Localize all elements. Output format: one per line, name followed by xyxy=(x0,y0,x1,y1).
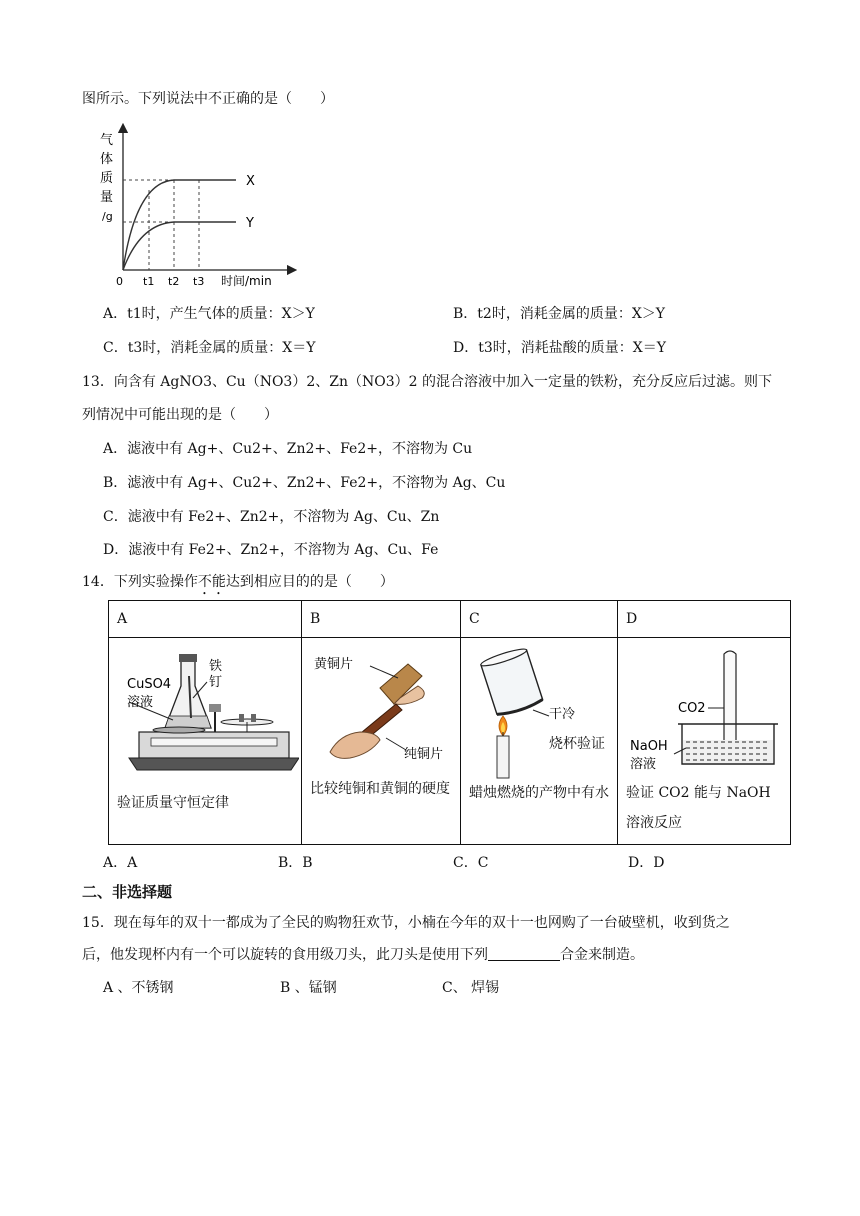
cell-a xyxy=(109,638,302,845)
q15-option-a: A 、不锈钢 xyxy=(103,980,174,996)
q13-stem-line2: 列情况中可能出现的是（ ） xyxy=(82,407,278,423)
label-cuso4: CuSO4 xyxy=(127,677,172,692)
label-naoh: NaOH xyxy=(630,739,668,754)
caption-d: 验证 CO2 能与 NaOH 溶液反应 xyxy=(626,785,771,831)
label-solution: 溶液 xyxy=(127,695,154,710)
q13-option-d: D．滤液中有 Fe2+、Zn2+，不溶物为 Ag、Cu、Fe xyxy=(103,542,439,558)
curve-y xyxy=(123,222,236,270)
q14-option-c: C．C xyxy=(453,855,489,871)
q13-option-c: C．滤液中有 Fe2+、Zn2+，不溶物为 Ag、Cu、Zn xyxy=(103,509,440,525)
label-pure-copper: 纯铜片 xyxy=(404,747,444,762)
origin-label: 0 xyxy=(116,275,123,288)
q14-option-d: D．D xyxy=(628,855,665,871)
q14-experiment-table xyxy=(108,600,791,845)
q12-option-d: D．t3时，消耗盐酸的质量：X＝Y xyxy=(453,340,666,356)
q13-option-b: B．滤液中有 Ag+、Cu2+、Zn2+、Fe2+，不溶物为 Ag、Cu xyxy=(103,475,506,491)
caption-a: 验证质量守恒定律 xyxy=(117,795,229,811)
curve-y-label: Y xyxy=(246,216,254,231)
label-dry-cold: 干冷 xyxy=(549,707,576,722)
caption-b: 比较纯铜和黄铜的硬度 xyxy=(310,781,450,797)
header-c: C xyxy=(461,601,618,638)
ylabel-char: 气 xyxy=(100,133,114,148)
q12-gas-mass-graph xyxy=(96,122,306,290)
q15-stem-line2: 后，他发现杯内有一个可以旋转的食用级刀头，此刀头是使用下列 合金来制造。 xyxy=(82,947,644,963)
q12-option-a: A．t1时，产生气体的质量：X＞Y xyxy=(103,306,315,322)
q12-option-c: C．t3时，消耗金属的质量：X＝Y xyxy=(103,340,316,356)
answer-blank[interactable] xyxy=(488,946,560,961)
header-d: D xyxy=(618,601,791,638)
emphasis-not-able: 不能 xyxy=(197,574,226,590)
label-iron-2: 钉 xyxy=(209,675,223,690)
curve-x-label: X xyxy=(246,174,255,189)
q15-option-c: C、 焊锡 xyxy=(442,980,500,996)
cell-d xyxy=(618,638,791,845)
header-a: A xyxy=(109,601,302,638)
cell-c xyxy=(461,638,618,845)
caption-c: 蜡烛燃烧的产物中有水 xyxy=(469,785,609,801)
label-solution: 溶液 xyxy=(630,757,657,772)
co2-naoh-illustration xyxy=(626,644,786,780)
q13-option-a: A．滤液中有 Ag+、Cu2+、Zn2+、Fe2+，不溶物为 Cu xyxy=(103,441,473,457)
cell-b xyxy=(302,638,461,845)
y-unit: /g xyxy=(102,210,113,223)
candle-beaker-illustration xyxy=(467,644,617,780)
curve-x xyxy=(123,180,236,270)
ylabel-char: 体 xyxy=(100,152,114,167)
label-brass: 黄铜片 xyxy=(314,657,354,672)
label-co2: CO2 xyxy=(678,701,706,716)
label-beaker-verify: 烧杯验证 xyxy=(549,736,605,752)
q15-stem-line1: 15．现在每年的双十一都成为了全民的购物狂欢节，小楠在今年的双十一也网购了一台破壁机，收到货之 xyxy=(82,915,730,931)
q15-option-b: B 、锰钢 xyxy=(280,980,337,996)
label-iron-1: 铁 xyxy=(209,659,223,674)
ylabel-char: 质 xyxy=(100,171,114,186)
q14-stem: 14．下列实验操作不能达到相应目的的是（ ） xyxy=(82,574,394,590)
x-axis-label: 时间/min xyxy=(221,274,272,288)
section-heading-non-choice: 二、非选择题 xyxy=(82,883,173,901)
scratch-hardness-illustration xyxy=(310,646,455,774)
q14-option-a: A．A xyxy=(103,855,138,871)
x-tick-label: t2 xyxy=(168,275,180,288)
header-b: B xyxy=(302,601,461,638)
ylabel-char: 量 xyxy=(100,190,114,205)
x-tick-label: t3 xyxy=(193,275,205,288)
q12-stem-tail: 图所示。下列说法中不正确的是（ ） xyxy=(82,91,334,107)
q13-stem-line1: 13．向含有 AgNO3、Cu（NO3）2、Zn（NO3）2 的混合溶液中加入一定量的铁粉，充分反应后过滤。则下 xyxy=(82,374,772,390)
balance-apparatus-illustration xyxy=(119,646,299,778)
q14-option-b: B．B xyxy=(278,855,313,871)
x-tick-label: t1 xyxy=(143,275,155,288)
q12-option-b: B．t2时，消耗金属的质量：X＞Y xyxy=(453,306,666,322)
